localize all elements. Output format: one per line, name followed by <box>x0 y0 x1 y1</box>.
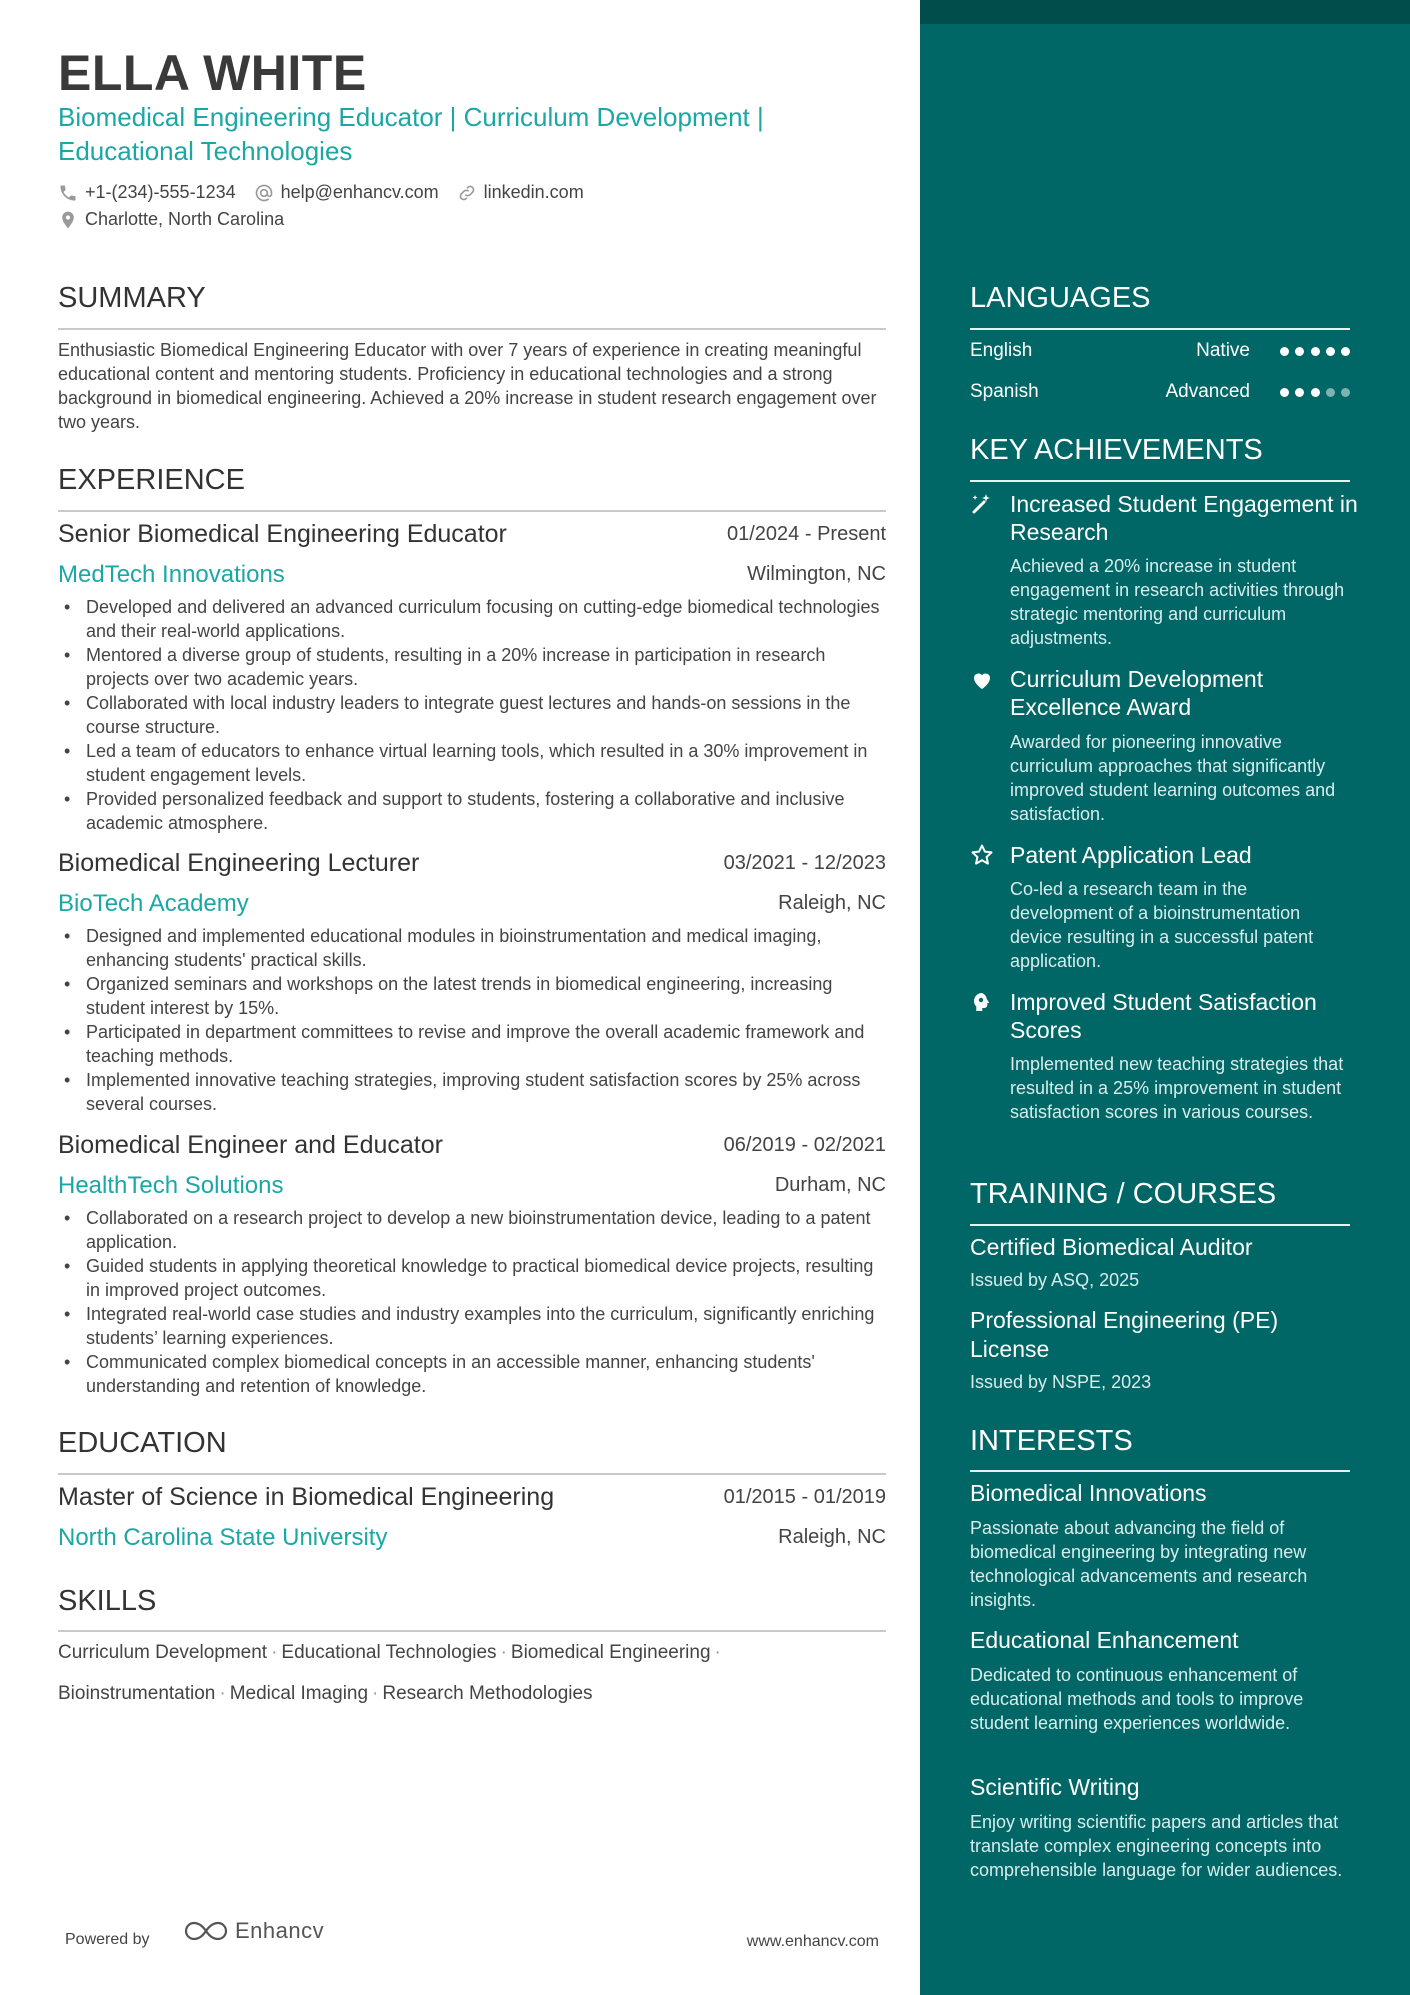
job-bullet: • Led a team of educators to enhance virtual learning tools, which resulted in a 30% improvement in student engagement levels. <box>86 739 888 787</box>
sidebar-top-bar <box>920 0 1410 24</box>
location-row <box>58 209 302 230</box>
job-bullet: • Collaborated with local industry leaders to integrate guest lectures and hands-on sessions in the course structure. <box>86 691 888 739</box>
job-bullets <box>58 924 888 1116</box>
job-bullet: • Mentored a diverse group of students, resulting in a 20% increase in participation in research projects over two academic years. <box>86 643 888 691</box>
job-bullet: • Designed and implemented educational modules in bioinstrumentation and medical imaging, enhancing students' practical skills. <box>86 924 888 972</box>
training-divider <box>970 1224 1350 1226</box>
language-row <box>970 337 1350 365</box>
contact-row <box>58 182 602 203</box>
language-level: Advanced <box>1165 381 1250 402</box>
email-text: help@enhancv.com <box>280 182 439 202</box>
link-icon <box>457 183 477 203</box>
skill-separator: · <box>372 1683 379 1704</box>
language-rating <box>1280 388 1350 397</box>
interest-desc: Enjoy writing scientific papers and articles that translate complex engineering concepts into comprehensible language for wider audiences. <box>970 1812 1343 1880</box>
degree-title: Master of Science in Biomedical Engineering <box>58 1483 555 1511</box>
linkedin-text: linkedin.com <box>483 182 584 202</box>
job-location: Wilmington, NC <box>747 563 886 585</box>
language-name: English <box>970 340 1033 361</box>
job-bullet: • Participated in department committees to revise and improve the overall academic framework and teaching methods. <box>86 1020 888 1068</box>
school-name[interactable]: North Carolina State University <box>58 1524 388 1551</box>
skill-separator: · <box>271 1642 278 1663</box>
job-title: Biomedical Engineer and Educator <box>58 1131 443 1159</box>
interest-title: Scientific Writing <box>970 1774 1140 1800</box>
skills-title: SKILLS <box>58 1585 157 1617</box>
job-bullets <box>58 1206 888 1398</box>
rating-dot <box>1326 347 1335 356</box>
headline-line-1: Biomedical Engineering Educator | Curriculum Development | <box>58 102 764 132</box>
language-row <box>970 378 1350 406</box>
achievement-desc: Awarded for pioneering innovative curriculum approaches that significantly improved student learning outcomes and satisfaction. <box>1010 732 1336 824</box>
skill-item: Medical Imaging <box>229 1683 369 1704</box>
skill-separator: · <box>500 1642 507 1663</box>
rating-dot-empty <box>1341 388 1350 397</box>
language-name: Spanish <box>970 381 1039 402</box>
brand-name: Enhancv <box>235 1918 325 1943</box>
job-bullet: • Implemented innovative teaching strategies, improving student satisfaction scores by 25% across several courses. <box>86 1068 888 1116</box>
achievement-title: Curriculum Development Excellence Award <box>1010 666 1264 720</box>
rating-dot <box>1295 388 1304 397</box>
job-location: Raleigh, NC <box>778 892 886 914</box>
achievements-divider <box>970 480 1350 482</box>
phone-icon <box>58 183 78 203</box>
powered-by-label: Powered by <box>65 1931 150 1948</box>
achievement-title: Improved Student Satisfaction Scores <box>1010 989 1317 1043</box>
enhancv-logo[interactable] <box>183 1918 324 1944</box>
job-bullet: • Developed and delivered an advanced curriculum focusing on cutting-edge biomedical technologies and their real-world applications. <box>86 595 888 643</box>
skill-item: Educational Technologies <box>281 1642 497 1663</box>
job-bullet: • Communicated complex biomedical concepts in an accessible manner, enhancing students' understanding and retention of knowledge. <box>86 1350 888 1398</box>
training-item-issuer: Issued by ASQ, 2025 <box>970 1270 1140 1290</box>
training-item-issuer: Issued by NSPE, 2023 <box>970 1372 1152 1392</box>
job-bullet: • Organized seminars and workshops on the latest trends in biomedical engineering, increasing student interest by 15%. <box>86 972 888 1020</box>
interest-title: Biomedical Innovations <box>970 1480 1207 1506</box>
skills-list <box>58 1632 888 1714</box>
language-level: Native <box>1196 340 1250 361</box>
job-location: Durham, NC <box>774 1174 886 1196</box>
star-icon <box>970 843 994 867</box>
rating-dot <box>1280 388 1289 397</box>
education-location: Raleigh, NC <box>778 1526 886 1548</box>
interest-title: Educational Enhancement <box>970 1627 1239 1653</box>
phone-item[interactable] <box>58 182 236 203</box>
at-icon <box>254 183 274 203</box>
rating-dot <box>1295 347 1304 356</box>
training-item-title: Certified Biomedical Auditor <box>970 1234 1253 1260</box>
education-dates: 01/2015 - 01/2019 <box>723 1486 886 1508</box>
job-dates: 01/2024 - Present <box>727 523 886 545</box>
heart-icon <box>970 668 994 692</box>
achievement-desc: Achieved a 20% increase in student engagement in research activities through strategic mentoring and curriculum adjustments. <box>1010 556 1345 648</box>
languages-title: LANGUAGES <box>970 282 1151 314</box>
language-rating <box>1280 347 1350 356</box>
skill-item: Curriculum Development <box>58 1642 268 1663</box>
job-dates: 06/2019 - 02/2021 <box>723 1134 886 1156</box>
skill-separator: · <box>219 1683 226 1704</box>
rating-dot <box>1311 347 1320 356</box>
phone-text: +1-(234)-555-1234 <box>85 182 236 202</box>
magic-wand-icon <box>970 492 994 516</box>
headline <box>58 100 858 168</box>
achievement-desc: Implemented new teaching strategies that resulted in a 25% improvement in student satisfaction scores in various courses. <box>1010 1054 1344 1122</box>
rating-dot-empty <box>1326 388 1335 397</box>
interest-desc: Passionate about advancing the field of biomedical engineering by integrating new technological advancements and research insights. <box>970 1518 1308 1610</box>
job-bullet: • Provided personalized feedback and support to students, fostering a collaborative and inclusive academic atmosphere. <box>86 787 888 835</box>
achievements-title: KEY ACHIEVEMENTS <box>970 434 1263 466</box>
rating-dot <box>1280 347 1289 356</box>
email-item[interactable] <box>254 182 439 203</box>
education-divider <box>58 1473 886 1475</box>
summary-title: SUMMARY <box>58 282 206 314</box>
job-bullets <box>58 595 888 835</box>
location-pin-icon <box>58 210 78 230</box>
infinity-logo-icon <box>183 1918 229 1944</box>
job-bullet: • Integrated real-world case studies and industry examples into the curriculum, significantly enriching students’ learning experiences. <box>86 1302 888 1350</box>
sidebar <box>920 0 1410 1995</box>
skill-item: Research Methodologies <box>382 1683 593 1704</box>
interests-title: INTERESTS <box>970 1425 1133 1457</box>
location-text: Charlotte, North Carolina <box>85 209 285 229</box>
interests-divider <box>970 1470 1350 1472</box>
job-title: Senior Biomedical Engineering Educator <box>58 520 507 548</box>
candidate-name: ELLA WHITE <box>58 45 367 101</box>
linkedin-item[interactable] <box>457 182 584 203</box>
skill-separator: · <box>714 1642 721 1663</box>
education-title: EDUCATION <box>58 1427 227 1459</box>
languages-divider <box>970 328 1350 330</box>
headline-line-2: Educational Technologies <box>58 136 353 166</box>
rating-dot <box>1341 347 1350 356</box>
achievement-title: Patent Application Lead <box>1010 842 1252 868</box>
skill-item: Biomedical Engineering <box>510 1642 711 1663</box>
skill-item: Bioinstrumentation <box>58 1683 216 1704</box>
interest-desc: Dedicated to continuous enhancement of educational methods and tools to improve student learning experiences worldwide. <box>970 1665 1304 1733</box>
job-company[interactable]: BioTech Academy <box>58 890 249 917</box>
experience-divider <box>58 510 886 512</box>
summary-divider <box>58 328 886 330</box>
achievement-title: Increased Student Engagement in Research <box>1010 491 1358 545</box>
job-company[interactable]: MedTech Innovations <box>58 561 285 588</box>
job-dates: 03/2021 - 12/2023 <box>723 852 886 874</box>
footer-url[interactable]: www.enhancv.com <box>746 1933 879 1950</box>
location-item <box>58 209 284 230</box>
training-title: TRAINING / COURSES <box>970 1178 1277 1210</box>
training-item-title: Professional Engineering (PE) License <box>970 1307 1279 1362</box>
job-bullet: • Collaborated on a research project to develop a new bioinstrumentation device, leading to a patent application. <box>86 1206 888 1254</box>
brain-icon <box>970 990 994 1014</box>
rating-dot <box>1311 388 1320 397</box>
job-company[interactable]: HealthTech Solutions <box>58 1172 284 1199</box>
job-bullet: • Guided students in applying theoretical knowledge to practical biomedical device projects, resulting in improved project outcomes. <box>86 1254 888 1302</box>
job-title: Biomedical Engineering Lecturer <box>58 849 420 877</box>
summary-text: Enthusiastic Biomedical Engineering Educator with over 7 years of experience in creating meaningful educational content and mentoring students. Proficiency in educational technologies and a strong background in biomedical engineering. Achieved a 20% increase in student research engagement over two years. <box>58 340 877 432</box>
experience-title: EXPERIENCE <box>58 464 245 496</box>
achievement-desc: Co-led a research team in the development of a bioinstrumentation device resulting in a successful patent application. <box>1010 879 1314 971</box>
